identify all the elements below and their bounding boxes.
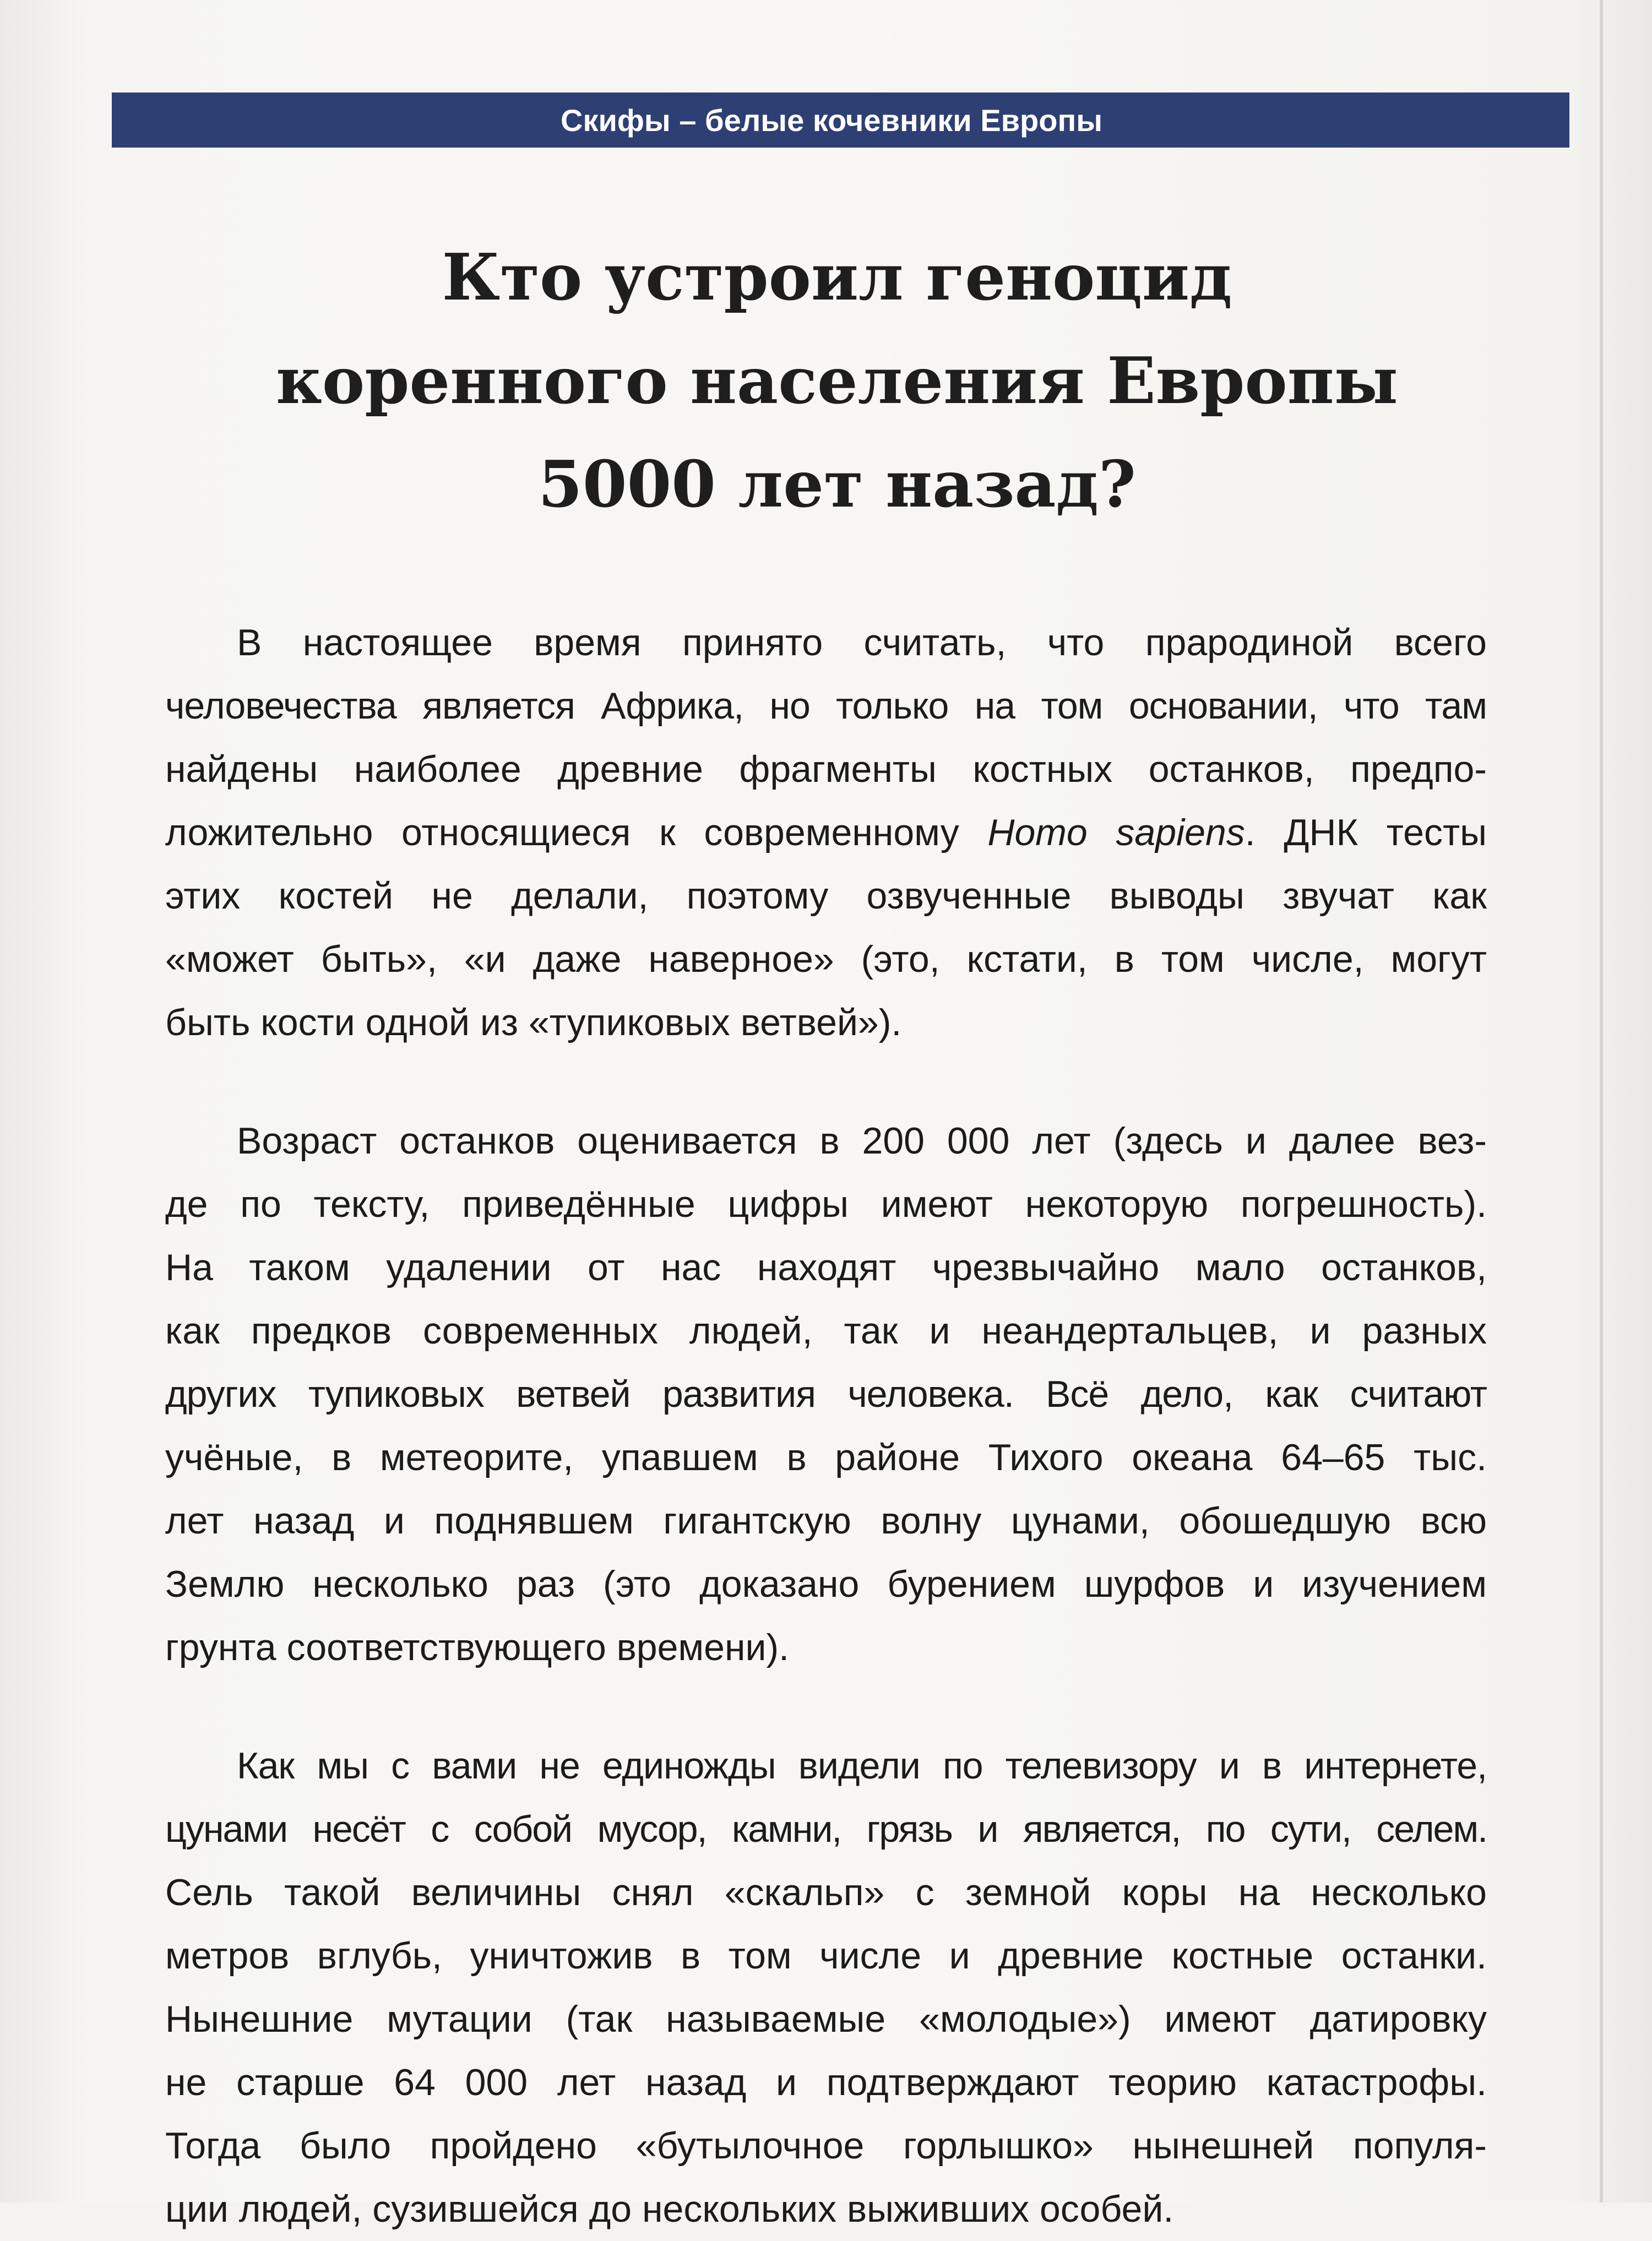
text-line: де по тексту, приведённые цифры имеют некоторую погрешность). xyxy=(165,1183,1487,1225)
text-line xyxy=(165,801,1487,864)
running-header-bar xyxy=(112,93,1569,148)
text-line: Тогда было пройдено «бутылочное горлышко» нынешней популя- xyxy=(165,2125,1487,2167)
text-line: учёные, в метеорите, упавшем в районе Тихого океана 64–65 тыс. xyxy=(165,1437,1487,1478)
chapter-title-line: Кто устроил геноцид xyxy=(442,240,1232,315)
text-line: человечества является Африка, но только на том основании, что там xyxy=(165,685,1487,727)
text-line: лет назад и поднявшем гигантскую волну цунами, обошедшую всю xyxy=(165,1500,1487,1542)
text-line: Как мы с вами не единожды видели по телевизору и в интернете, xyxy=(237,1745,1487,1787)
text-line: этих костей не делали, поэтому озвученные выводы звучат как xyxy=(165,875,1487,917)
text-line: Нынешние мутации (так называемые «молодые») имеют датировку xyxy=(165,1998,1487,2040)
text-line: Землю несколько раз (это доказано бурением шурфов и изучением xyxy=(165,1563,1487,1605)
chapter-title xyxy=(132,226,1542,536)
text-line: других тупиковых ветвей развития человека. Всё дело, как считают xyxy=(165,1373,1487,1415)
paragraph xyxy=(165,611,1487,1054)
text-line: найдены наиболее древние фрагменты костных останков, предпо- xyxy=(165,748,1487,790)
text-line: метров вглубь, уничтожив в том числе и древние костные останки. xyxy=(165,1935,1487,1977)
text-line: цунами несёт с собой мусор, камни, грязь и является, по сути, селем. xyxy=(165,1808,1487,1850)
text-line: как предков современных людей, так и неандертальцев, и разных xyxy=(165,1310,1487,1352)
species-name: Homo sapiens xyxy=(987,812,1245,853)
paragraph xyxy=(165,1109,1487,1679)
paragraph xyxy=(165,1734,1487,2241)
text-segment: . ДНК тесты xyxy=(1245,812,1487,853)
text-line: На таком удалении от нас находят чрезвычайно мало останков, xyxy=(165,1247,1487,1288)
text-segment: ложительно относящиеся к современному xyxy=(165,812,988,853)
text-line: быть кости одной из «тупиковых ветвей»). xyxy=(165,1002,902,1043)
body-text xyxy=(165,611,1487,2241)
text-line: ции людей, сузившейся до нескольких выживших особей. xyxy=(165,2188,1174,2230)
text-line: грунта соответствующего времени). xyxy=(165,1627,790,1668)
text-line: Сель такой величины снял «скальп» с земной коры на несколько xyxy=(165,1872,1487,1913)
chapter-title-line: 5000 лет назад? xyxy=(538,447,1136,522)
chapter-title-line: коренного населения Европы xyxy=(276,344,1398,418)
text-line: В настоящее время принято считать, что прародиной всего xyxy=(237,622,1487,663)
page-edge xyxy=(1600,0,1603,2202)
text-line: Возраст останков оценивается в 200 000 лет (здесь и далее вез- xyxy=(237,1120,1487,1162)
text-line: «может быть», «и даже наверное» (это, кстати, в том числе, могут xyxy=(165,938,1487,980)
running-header-title: Скифы – белые кочевники Европы xyxy=(561,102,1103,138)
text-line: не старше 64 000 лет назад и подтверждают теорию катастрофы. xyxy=(165,2061,1487,2103)
